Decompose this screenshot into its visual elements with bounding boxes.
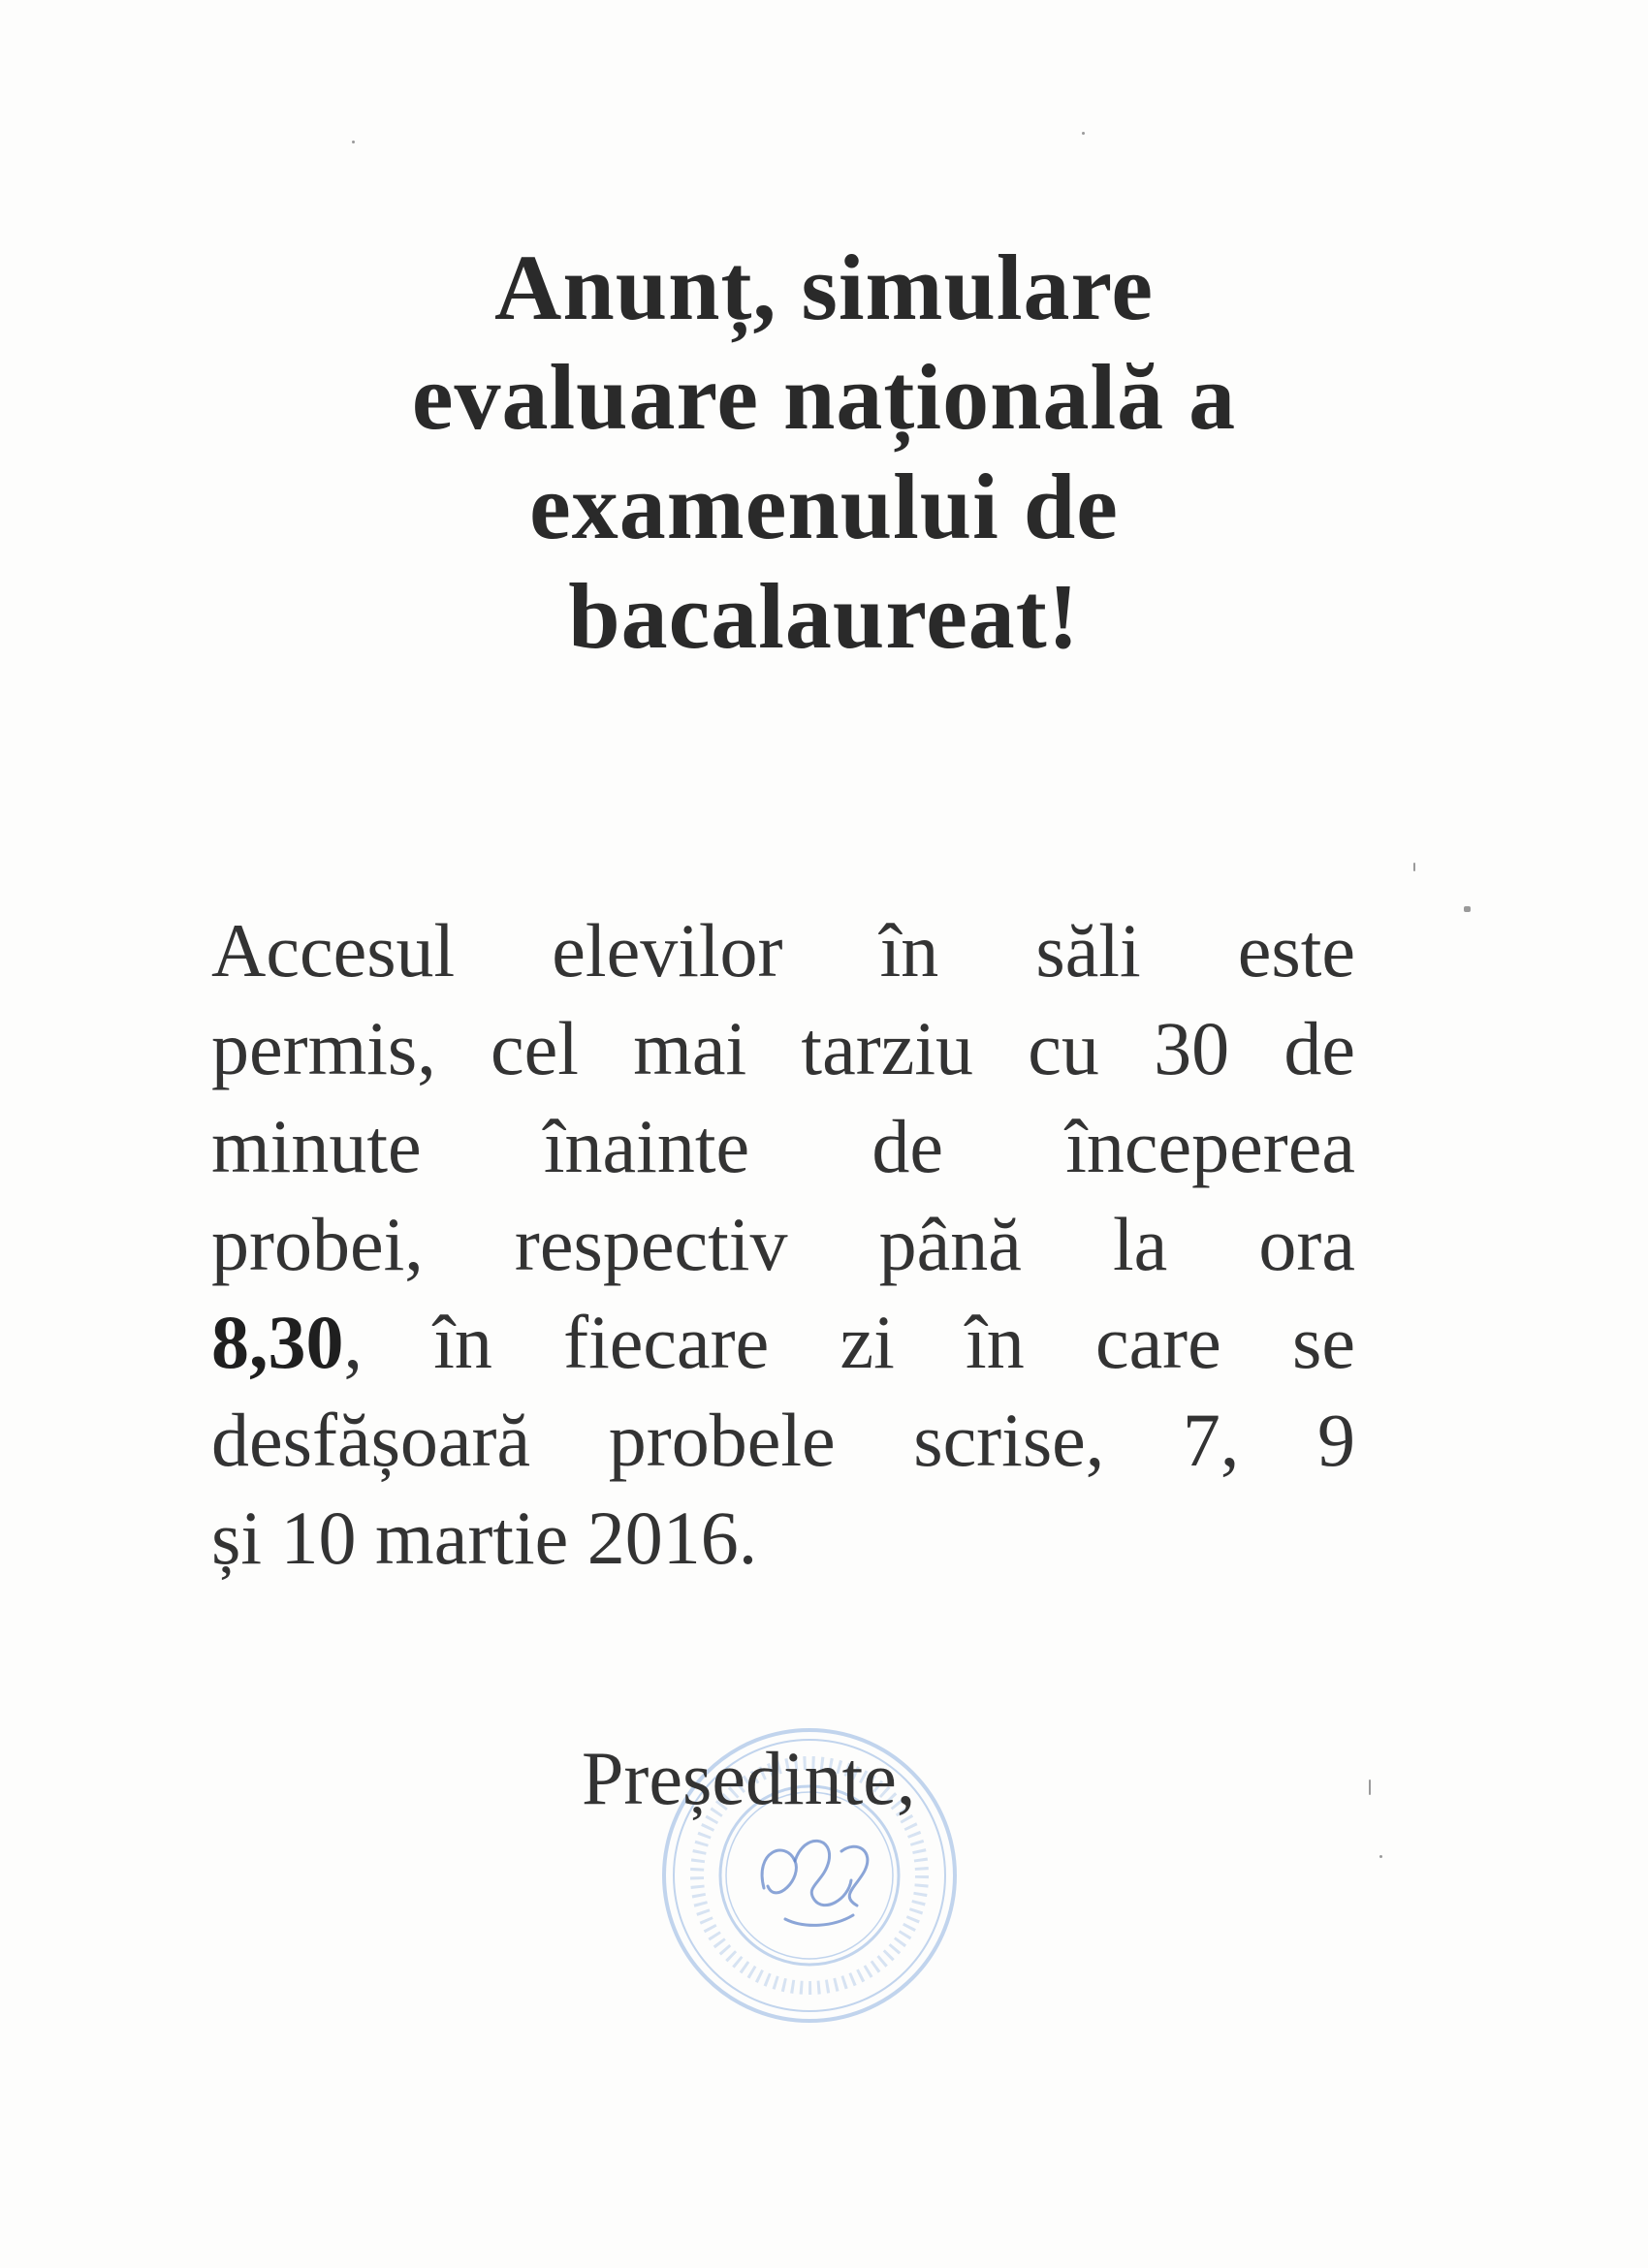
body-line-7: și 10 martie 2016.	[211, 1496, 758, 1580]
body-line-6: desfășoară probele scrise, 7, 9	[211, 1398, 1355, 1482]
body-line-5	[211, 1293, 1355, 1391]
announcement-body	[211, 901, 1355, 1587]
body-line-2: permis, cel mai tarziu cu 30 de	[211, 1006, 1355, 1090]
highlight-time: 8,30	[211, 1300, 344, 1384]
body-line-4: probei, respectiv până la ora	[211, 1202, 1355, 1286]
scan-speck	[1379, 1855, 1382, 1858]
announcement-title	[194, 233, 1454, 671]
body-line-5-rest: , în fiecare zi în care se	[343, 1300, 1355, 1384]
title-line-4: bacalaureat!	[568, 564, 1080, 668]
scan-speck	[352, 141, 355, 143]
scan-speck	[1464, 906, 1471, 912]
scan-speck	[1413, 863, 1415, 871]
title-line-2: evaluare națională a	[411, 345, 1237, 449]
title-line-3: examenului de	[529, 455, 1119, 558]
title-line-1: Anunț, simulare	[493, 236, 1154, 339]
body-line-1: Accesul elevilor în săli este	[211, 908, 1355, 992]
signature-label: Președinte,	[582, 1736, 916, 1820]
signature-scribble	[762, 1841, 868, 1925]
scan-speck	[1369, 1780, 1371, 1795]
scan-speck	[1082, 132, 1085, 135]
body-line-3: minute înainte de începerea	[211, 1104, 1355, 1188]
